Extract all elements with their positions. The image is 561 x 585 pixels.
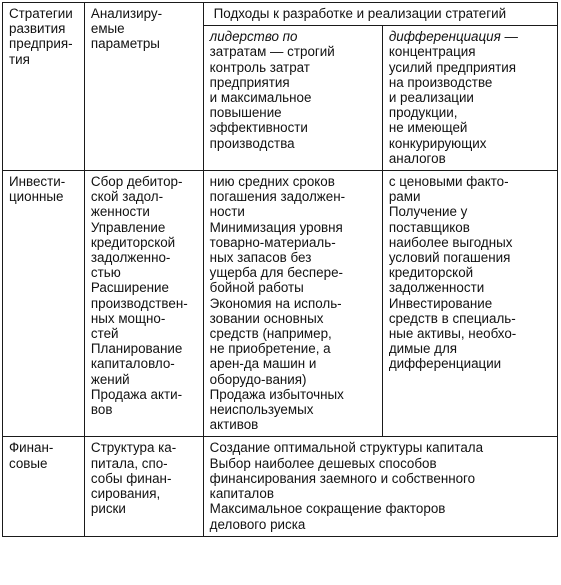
header-cost-line: затратам — строгий xyxy=(209,44,335,60)
header-diff-line: аналогов xyxy=(388,150,446,166)
investment-params-line: капиталовло- xyxy=(90,356,175,372)
header-params-text xyxy=(91,6,199,52)
header-params-line: Анализиру- xyxy=(90,6,163,21)
investment-diff-line: условий погашения xyxy=(388,250,511,266)
cost-leadership-term: лидерство по xyxy=(209,29,298,45)
investment-diff-line: ные активы, необхо- xyxy=(388,326,517,342)
header-differentiation-text xyxy=(389,29,553,166)
header-cost-line: предприятия xyxy=(209,74,290,90)
header-cost-line: контроль затрат xyxy=(209,59,310,75)
table-row-investment xyxy=(3,171,558,437)
financial-approaches-line: капиталов xyxy=(209,486,274,502)
table-header-row xyxy=(3,3,558,26)
financial-approaches-line: Выбор наиболее дешевых способов xyxy=(209,455,437,471)
investment-params-line: Планирование xyxy=(90,341,183,357)
investment-diff-line: кредиторской xyxy=(388,265,474,281)
investment-cost-line: средств (например, xyxy=(209,326,332,342)
investment-diff-line: дифференциации xyxy=(388,356,502,372)
header-diff-line xyxy=(389,29,553,44)
financial-params-line: собы финан- xyxy=(90,470,172,486)
investment-params-line: Управление xyxy=(90,219,166,235)
financial-approaches-text xyxy=(210,440,553,531)
investment-cost-line: неиспользуемых xyxy=(209,402,314,418)
header-diff-line: продукции, xyxy=(388,105,458,121)
financial-strategy-text xyxy=(9,440,80,470)
financial-params-text xyxy=(91,440,199,516)
header-strategies-cell xyxy=(3,3,85,171)
header-cost-line: повышение xyxy=(209,105,282,121)
investment-params-line: стей xyxy=(90,326,119,342)
header-diff-line: и реализации xyxy=(388,90,474,106)
investment-diff-line: средств в специаль- xyxy=(388,310,516,326)
investment-cost-line: ущерба для беспере- xyxy=(209,265,343,281)
investment-cost-line: Экономия на исполь- xyxy=(209,295,342,311)
investment-params-line: ных мощно- xyxy=(90,310,166,326)
investment-diff-line: задолженности xyxy=(388,280,485,296)
financial-params-cell xyxy=(84,437,203,536)
financial-strategy-line: совые xyxy=(9,455,48,471)
header-strategies-line: тия xyxy=(9,51,30,67)
investment-params-line: стью xyxy=(90,265,121,281)
investment-diff-line: димые для xyxy=(388,341,458,357)
investment-params-line: женности xyxy=(90,204,150,220)
financial-approaches-cell xyxy=(203,437,557,536)
financial-strategy-cell xyxy=(3,437,85,536)
investment-cost-cell xyxy=(203,171,382,437)
header-strategies-line: Стратегии xyxy=(9,6,73,21)
differentiation-dash: — xyxy=(500,29,518,45)
investment-differentiation-cell xyxy=(382,171,557,437)
header-differentiation-cell xyxy=(382,26,557,171)
investment-params-cell xyxy=(84,171,203,437)
investment-cost-line: не приобретение, а xyxy=(209,341,331,357)
investment-diff-text xyxy=(389,174,553,372)
investment-cost-line: ных запасов без xyxy=(209,250,312,266)
investment-params-line: Сбор дебитор- xyxy=(90,174,183,190)
financial-approaches-line: Максимальное сокращение факторов xyxy=(209,501,446,517)
header-diff-line: усилий предприятия xyxy=(388,59,517,75)
header-diff-line: на производстве xyxy=(388,74,493,90)
header-cost-line: и максимальное xyxy=(209,90,312,106)
investment-diff-line: с ценовыми факто- xyxy=(388,174,509,190)
header-cost-leadership-text xyxy=(210,29,378,151)
financial-params-line: Структура ка- xyxy=(90,440,177,456)
financial-approaches-line: делового риска xyxy=(209,516,306,532)
investment-cost-line: бойной работы xyxy=(209,280,304,296)
investment-params-line: задолженно- xyxy=(90,250,171,266)
investment-diff-line: наиболее выгодных xyxy=(388,234,513,250)
investment-params-line: вов xyxy=(90,402,113,418)
investment-cost-line: товарно-материаль- xyxy=(209,234,336,250)
financial-strategy-line: Финан- xyxy=(9,440,54,456)
header-approaches-label: Подходы к разработке и реализации стратегий xyxy=(213,6,507,21)
header-params-cell xyxy=(84,3,203,171)
header-cost-leadership-cell xyxy=(203,26,382,171)
investment-diff-line: Инвестирование xyxy=(388,295,493,311)
table-row-financial xyxy=(3,437,558,536)
differentiation-term: дифференциация xyxy=(388,29,501,45)
financial-params-line: риски xyxy=(90,501,126,517)
investment-diff-line: поставщиков xyxy=(388,219,470,235)
investment-params-line: кредиторской xyxy=(90,234,176,250)
investment-params-line: производствен- xyxy=(90,295,188,311)
investment-cost-line: оборудо-вания) xyxy=(209,371,307,387)
investment-diff-line: рами xyxy=(388,189,421,205)
investment-cost-line: Минимизация уровня xyxy=(209,219,343,235)
financial-approaches-line: финансирования заемного и собственного xyxy=(209,470,476,486)
header-params-line: параметры xyxy=(90,36,160,52)
investment-params-line: ской задол- xyxy=(90,189,164,205)
header-approaches-cell xyxy=(203,3,557,26)
investment-cost-line: нию средних сроков xyxy=(209,174,335,190)
header-cost-line xyxy=(210,29,378,44)
investment-cost-line: погашения задолжен- xyxy=(209,189,346,205)
investment-cost-line: активов xyxy=(209,417,259,433)
header-strategies-line: предприя- xyxy=(9,36,73,52)
investment-params-text xyxy=(91,174,199,417)
investment-cost-line: ности xyxy=(209,204,245,220)
financial-params-line: сирования, xyxy=(90,486,161,502)
header-diff-line: не имеющей xyxy=(388,120,468,136)
investment-params-line: жений xyxy=(90,371,130,387)
investment-strategy-text xyxy=(9,174,80,204)
header-cost-line: производства xyxy=(209,135,295,151)
investment-strategy-cell xyxy=(3,171,85,437)
financial-params-line: питала, спо- xyxy=(90,455,168,471)
financial-approaches-line: Создание оптимальной структуры капитала xyxy=(209,440,484,456)
header-cost-line: эффективности xyxy=(209,120,308,136)
header-strategies-text xyxy=(9,6,80,67)
investment-strategy-line: ционные xyxy=(9,189,64,205)
investment-cost-line: арен-да машин и xyxy=(209,356,317,372)
investment-diff-line: Получение у xyxy=(388,204,468,220)
investment-params-line: Продажа акти- xyxy=(90,386,183,402)
investment-params-line: Расширение xyxy=(90,280,169,296)
header-strategies-line: развития xyxy=(9,21,66,37)
investment-cost-line: зовании основных xyxy=(209,310,324,326)
header-params-line: емые xyxy=(90,21,125,37)
investment-cost-text xyxy=(210,174,378,432)
investment-strategy-line: Инвести- xyxy=(9,174,66,190)
strategy-table xyxy=(2,2,558,537)
header-diff-line: конкурирующих xyxy=(388,135,487,151)
investment-cost-line: Продажа избыточных xyxy=(209,386,344,402)
header-diff-line: концентрация xyxy=(388,44,476,60)
